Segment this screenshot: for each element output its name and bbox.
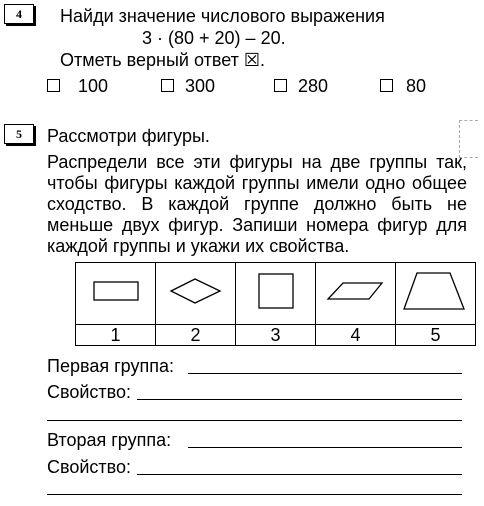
property-2-label: Свойство: bbox=[47, 457, 132, 477]
figure-3-cell bbox=[236, 263, 316, 325]
figure-5-cell bbox=[396, 263, 476, 325]
answer-checkbox-1[interactable] bbox=[47, 79, 60, 92]
answer-checkbox-2[interactable] bbox=[161, 79, 174, 92]
rhombus-figure-icon bbox=[156, 263, 235, 319]
answer-option-3: 280 bbox=[298, 76, 329, 96]
group-2-answer-line[interactable] bbox=[188, 447, 462, 448]
property-1-answer-line[interactable] bbox=[137, 399, 462, 400]
figure-4-cell bbox=[316, 263, 396, 325]
answer-checkbox-4[interactable] bbox=[380, 79, 393, 92]
answer-checkbox-3[interactable] bbox=[274, 79, 287, 92]
group-1-label: Первая группа: bbox=[47, 356, 174, 376]
figure-1-label: 1 bbox=[76, 325, 156, 346]
answer-option-2: 300 bbox=[185, 76, 216, 96]
rectangle-figure-icon bbox=[76, 263, 155, 319]
task-4-title: Найди значение числового выражения bbox=[60, 6, 385, 26]
answer-option-4: 80 bbox=[406, 76, 427, 96]
task-4-number: 4 bbox=[4, 4, 34, 24]
task-4-instruction: Отметь верный ответ ☒. bbox=[60, 50, 265, 70]
figure-1-cell bbox=[76, 263, 156, 325]
figure-2-cell bbox=[156, 263, 236, 325]
trapezoid-figure-icon bbox=[396, 263, 475, 319]
property-1-extra-line[interactable] bbox=[47, 420, 462, 421]
task-5-text: Распредели все эти фигуры на две группы так, чтобы фигуры каждой группы имели одно общее сходство. В каждой группе должно быть не меньше двух фигур. Запиши номера фигур для каждой группы и укажи их свойства. bbox=[47, 152, 467, 256]
property-2-extra-line[interactable] bbox=[47, 494, 462, 495]
answer-option-1: 100 bbox=[78, 76, 109, 96]
task-4-expression: 3 · (80 + 20) – 20. bbox=[142, 28, 286, 48]
figure-5-label: 5 bbox=[396, 325, 476, 346]
property-1-label: Свойство: bbox=[47, 382, 132, 402]
figures-table bbox=[75, 262, 476, 346]
figure-2-label: 2 bbox=[156, 325, 236, 346]
parallelogram-figure-icon bbox=[316, 263, 395, 319]
task-5-title: Рассмотри фигуры. bbox=[47, 126, 210, 146]
figure-4-label: 4 bbox=[316, 325, 396, 346]
property-2-answer-line[interactable] bbox=[137, 474, 462, 475]
group-2-label: Вторая группа: bbox=[47, 430, 172, 450]
square-figure-icon bbox=[236, 263, 315, 319]
figure-3-label: 3 bbox=[236, 325, 316, 346]
task-5-number: 5 bbox=[4, 124, 34, 144]
group-1-answer-line[interactable] bbox=[188, 373, 462, 374]
